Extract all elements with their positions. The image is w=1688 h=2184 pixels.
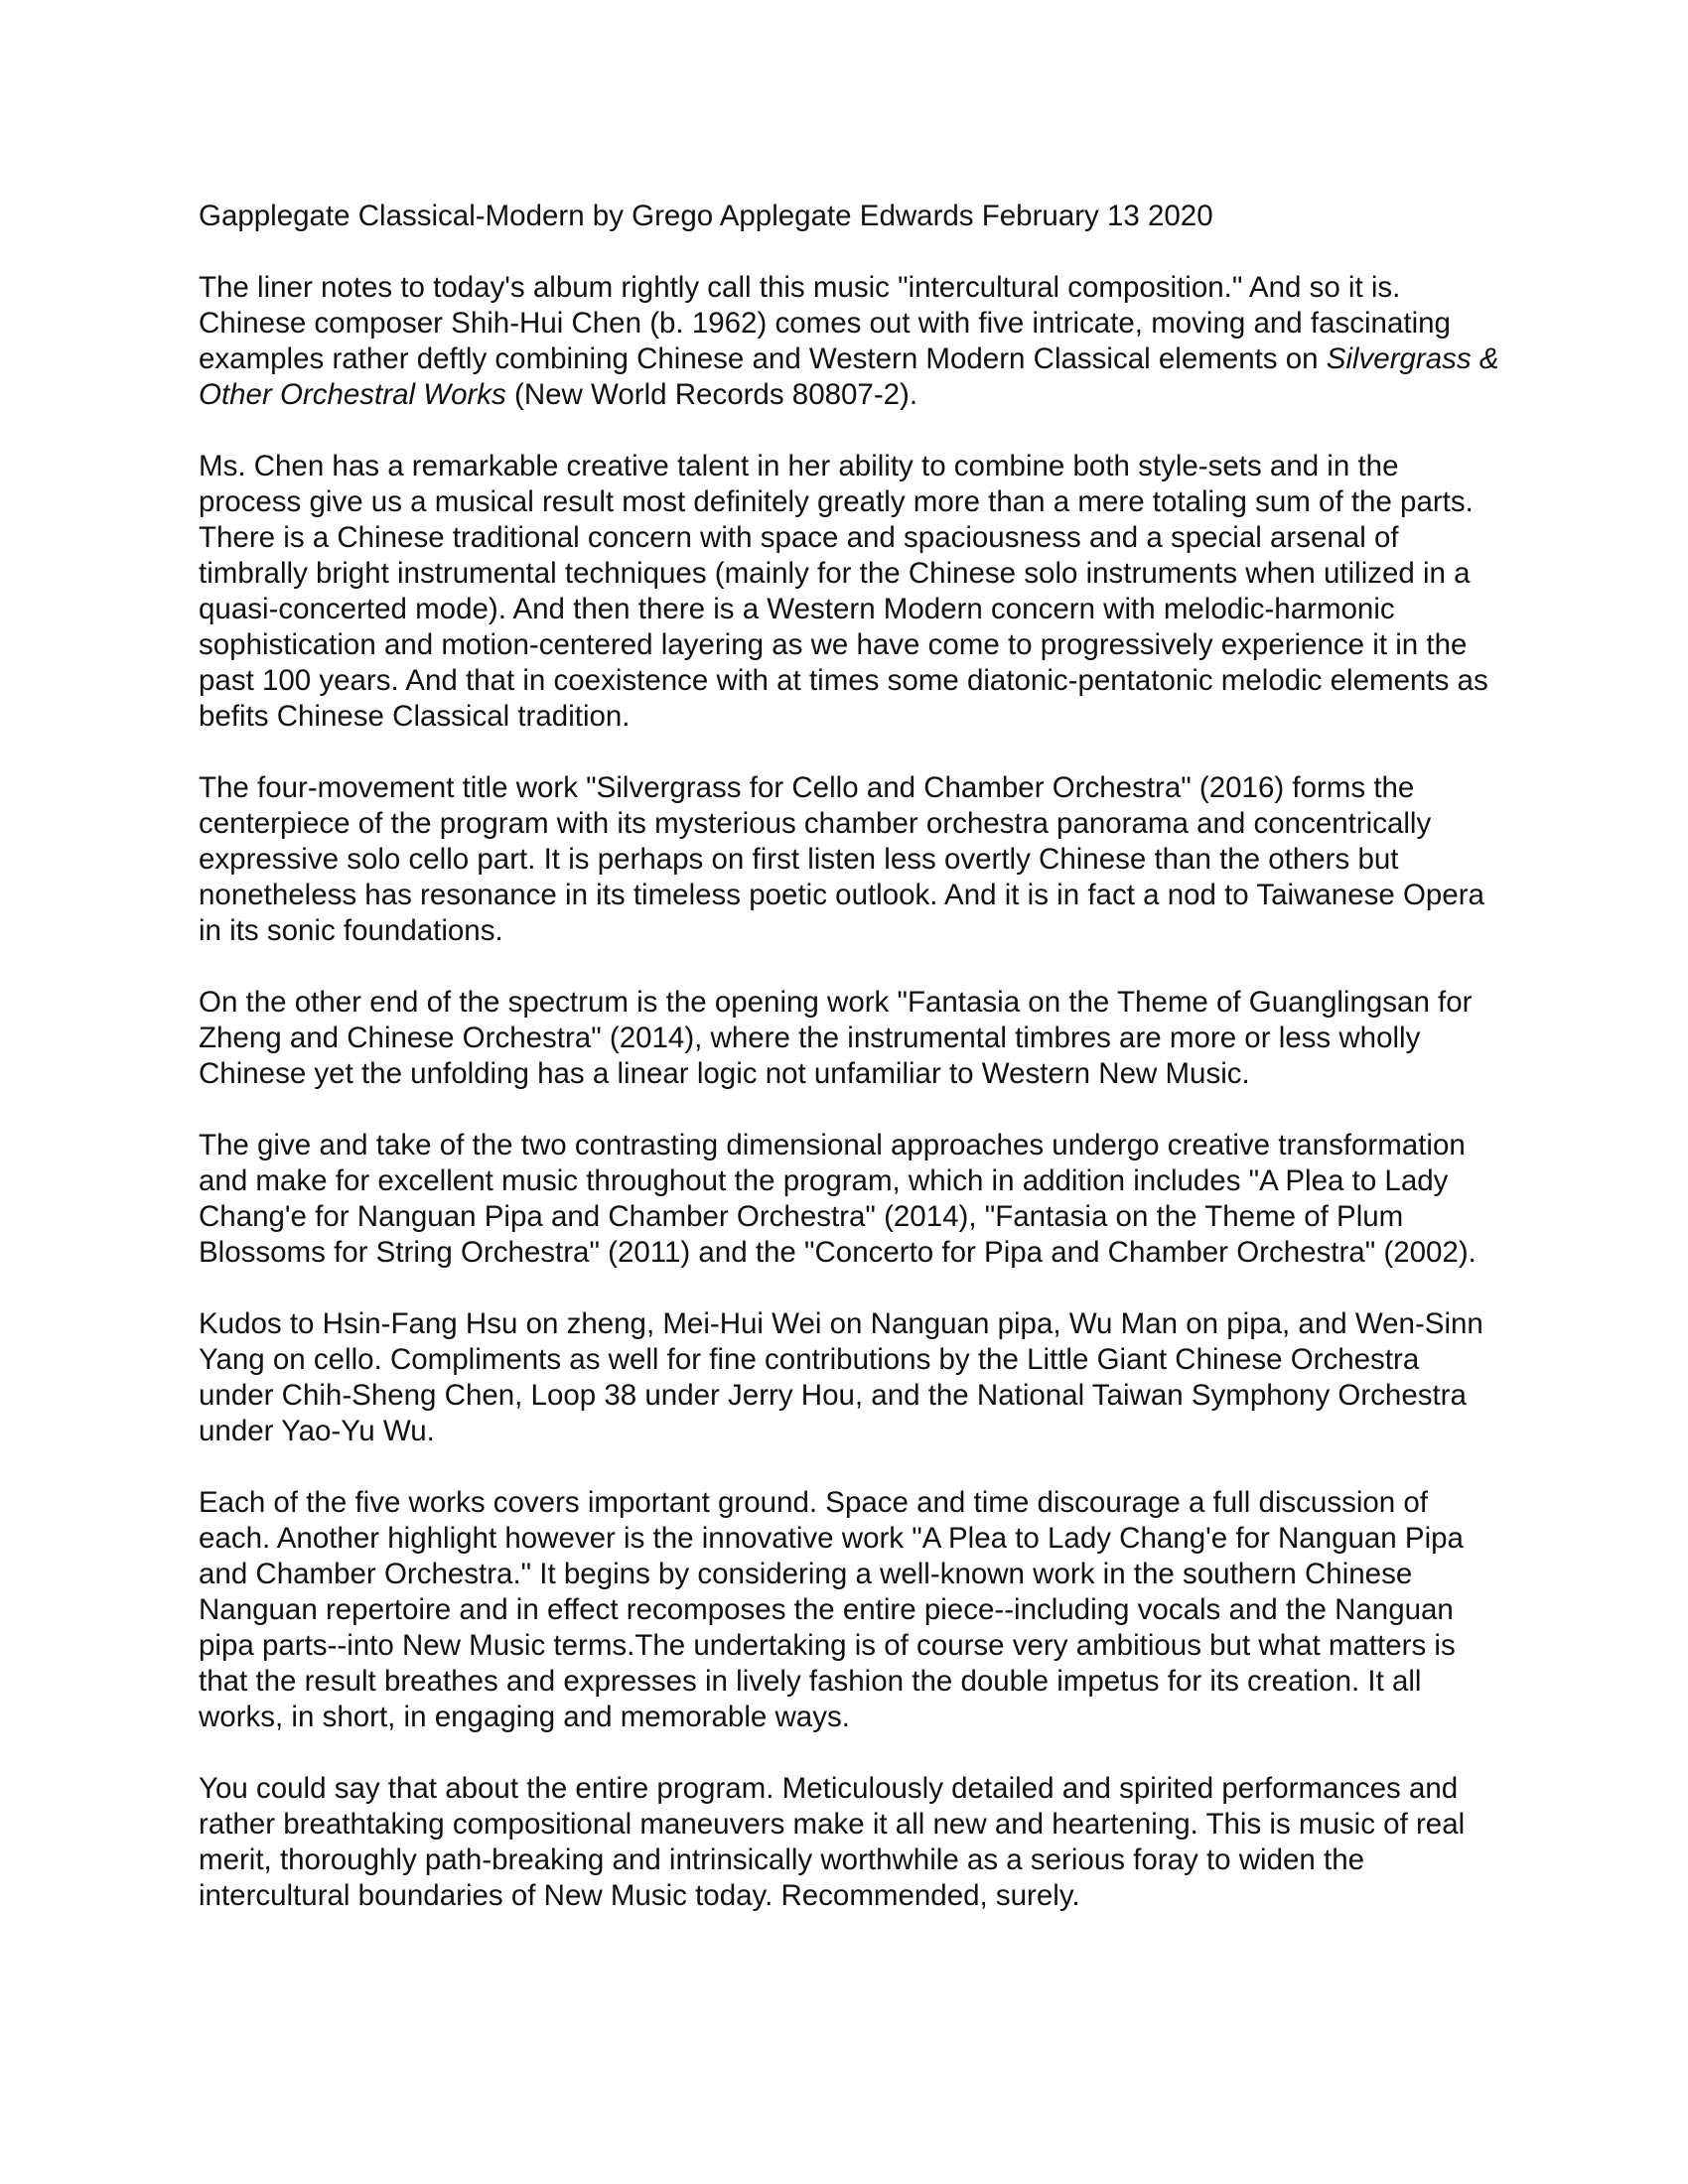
paragraph-talent: Ms. Chen has a remarkable creative talent in her ability to combine both style-sets and in the process give us a musical result most definitely greatly more than a mere totaling sum of the parts. There is a Chinese traditional concern with space and spaciousness and a special arsenal of timbrally bright instrumental techniques (mainly for the Chinese solo instruments when utilized in a quasi-concerted mode). And then there is a Western Modern concern with melodic-harmonic sophistication and motion-centered layering as we have come to progressively experience it in the past 100 years. And that in coexistence with at times some diatonic-pentatonic melodic elements as befits Chinese Classical tradition. bbox=[199, 450, 1488, 733]
paragraph-highlight: Each of the five works covers important ground. Space and time discourage a full discussion of each. Another highlight however is the innovative work "A Plea to Lady Chang'e for Nanguan Pipa and Chamber Orchestra." It begins by considering a well-known work in the southern Chinese Nanguan repertoire and in effect recomposes the entire piece--including vocals and the Nanguan pipa parts--into New Music terms.The undertaking is of course very ambitious but what matters is that the result breathes and expresses in lively fashion the double impetus for its creation. It all works, in short, in engaging and memorable ways. bbox=[199, 1486, 1464, 1733]
paragraph-conclusion: You could say that about the entire program. Meticulously detailed and spirited performances and rather breathtaking compositional maneuvers make it all new and heartening. This is music of real merit, thoroughly path-breaking and intrinsically worthwhile as a serious foray to widen the intercultural boundaries of New Music today. Recommended, surely. bbox=[199, 1772, 1466, 1912]
paragraph-silvergrass: The four-movement title work "Silvergrass for Cello and Chamber Orchestra" (2016) forms the centerpiece of the program with its mysterious chamber orchestra panorama and concentrically expressive solo cello part. It is perhaps on first listen less overtly Chinese than the others but nonetheless has resonance in its timeless poetic outlook. And it is in fact a nod to Taiwanese Opera in its sonic foundations. bbox=[199, 771, 1484, 947]
paragraph-performers: Kudos to Hsin-Fang Hsu on zheng, Mei-Hui Wei on Nanguan pipa, Wu Man on pipa, and Wen-Sinn Yang on cello. Compliments as well for fine contributions by the Little Giant Chinese Orchestra under Chih-Sheng Chen, Loop 38 under Jerry Hou, and the National Taiwan Symphony Orchestra under Yao-Yu Wu. bbox=[199, 1307, 1483, 1447]
paragraph-program: The give and take of the two contrasting dimensional approaches undergo creative transformation and make for excellent music throughout the program, which in addition includes "A Plea to Lady Chang'e for Nanguan Pipa and Chamber Orchestra" (2014), "Fantasia on the Theme of Plum Blossoms for String Orchestra" (2011) and the "Concerto for Pipa and Chamber Orchestra" (2002). bbox=[199, 1129, 1477, 1269]
paragraph-fantasia: On the other end of the spectrum is the opening work "Fantasia on the Theme of Guanglingsan for Zheng and Chinese Orchestra" (2014), where the instrumental timbres are more or less wholly Chinese yet the unfolding has a linear logic not unfamiliar to Western New Music. bbox=[199, 986, 1473, 1090]
intro-text-after: (New World Records 80807-2). bbox=[505, 378, 918, 411]
article-page bbox=[199, 199, 1499, 1914]
album-title: Silvergrass & Other Orchestral Works bbox=[199, 342, 1499, 411]
paragraph-intro bbox=[199, 270, 1499, 413]
byline: Gapplegate Classical-Modern by Grego Applegate Edwards February 13 2020 bbox=[199, 200, 1213, 232]
intro-text-before: The liner notes to today's album rightly call this music "intercultural composition." And so it is. Chinese composer Shih-Hui Chen (b. 1962) comes out with five intricate, moving and fascinating examples rather deftly combining Chinese and Western Modern Classical elements on bbox=[199, 271, 1451, 375]
